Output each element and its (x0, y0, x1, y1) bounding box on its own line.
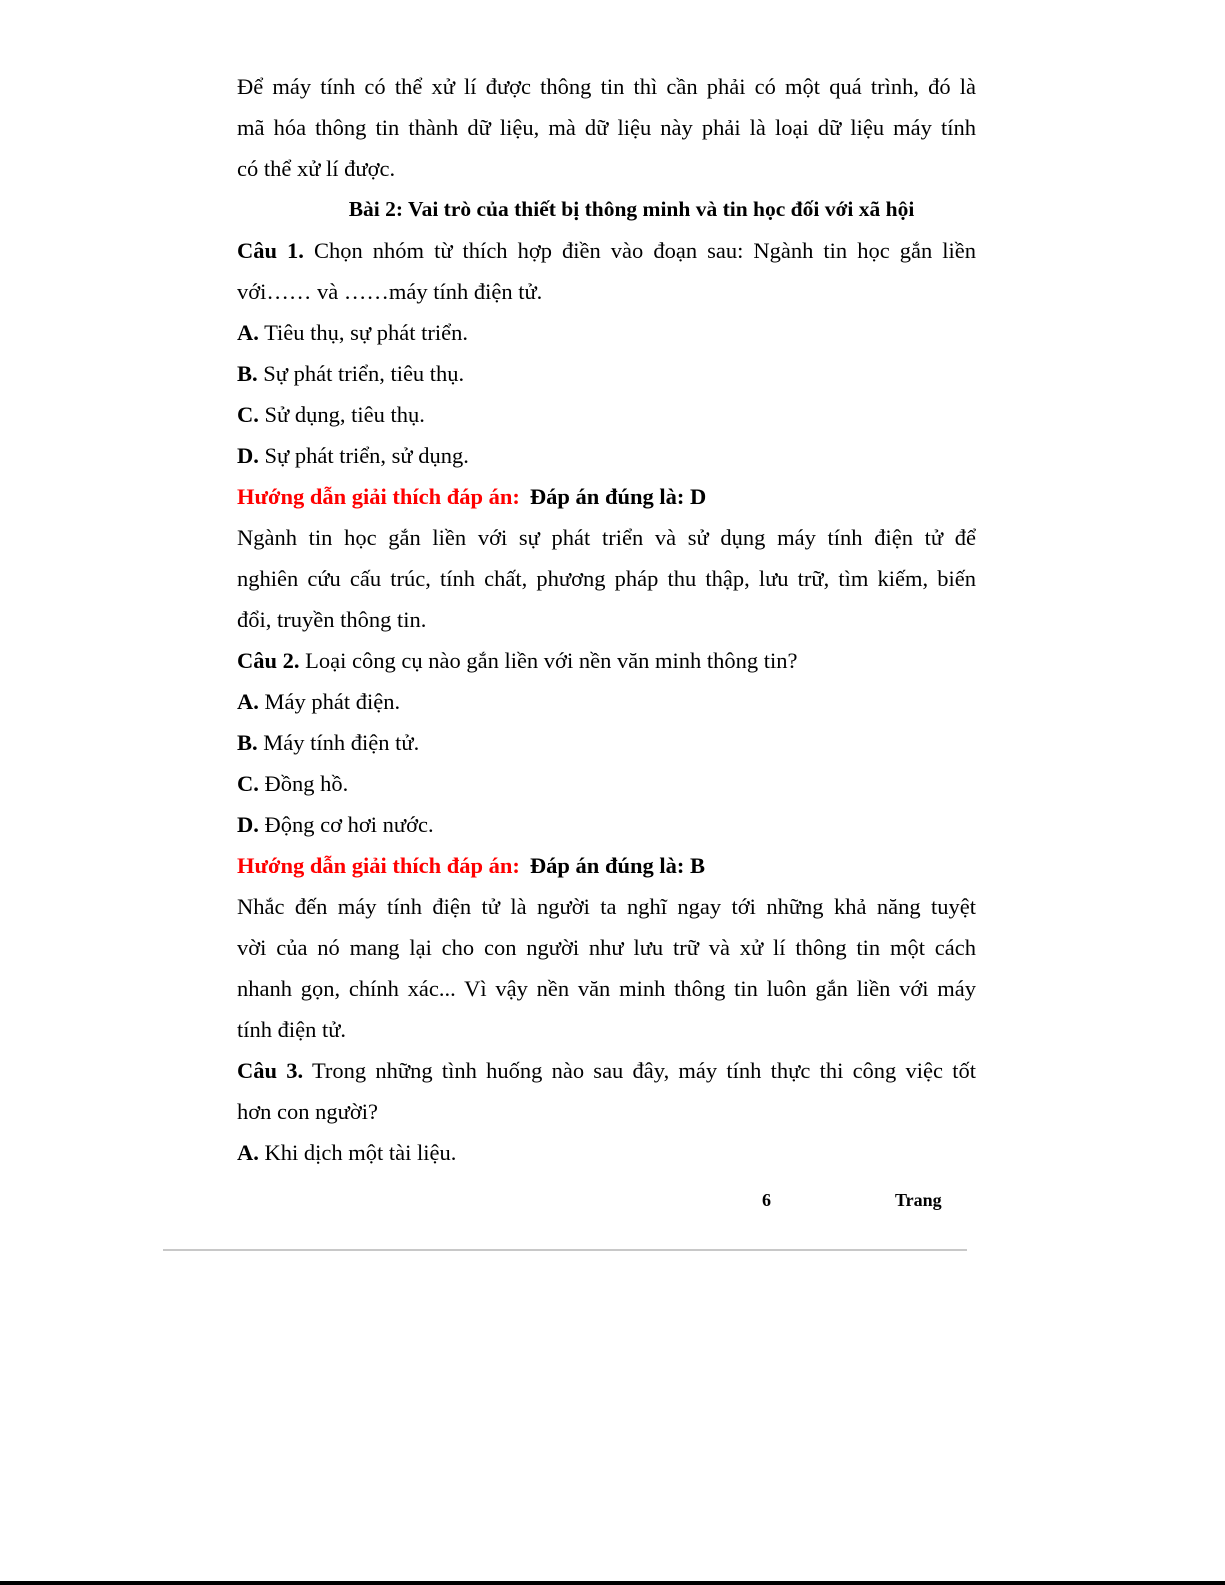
page-number: 6 (762, 1190, 771, 1210)
question-1-text-cont: với…… và ……máy tính điện tử. (237, 279, 543, 304)
option-text: Đồng hồ. (264, 771, 349, 796)
option-letter: C. (237, 771, 259, 796)
q2-option-c (237, 763, 976, 804)
question-2-label: Câu 2. (237, 648, 300, 673)
q1-explanation-line-1: Ngành tin học gắn liền với sự phát triển và sử dụng máy tính điện tử để (237, 525, 976, 550)
option-letter: D. (237, 443, 259, 468)
question-1 (237, 230, 976, 271)
option-letter: A. (237, 320, 259, 345)
option-text: Sử dụng, tiêu thụ. (264, 402, 425, 427)
q2-explanation-line-3: nhanh gọn, chính xác... Vì vậy nền văn minh thông tin luôn gắn liền với máy (237, 976, 976, 1001)
question-1-label: Câu 1. (237, 238, 304, 263)
question-3-text: Trong những tình huống nào sau đây, máy tính thực thi công việc tốt (311, 1058, 977, 1083)
question-2 (237, 640, 976, 681)
page-label: Trang (895, 1190, 942, 1210)
option-text: Máy tính điện tử. (263, 730, 420, 755)
intro-line-3: có thể xử lí được. (237, 156, 396, 181)
option-letter: B. (237, 730, 258, 755)
q1-explanation-line-2: nghiên cứu cấu trúc, tính chất, phương pháp thu thập, lưu trữ, tìm kiếm, biến (237, 566, 976, 591)
bottom-border (0, 1581, 1225, 1585)
correct-answer: Đáp án đúng là: B (529, 853, 705, 878)
q3-option-a (237, 1132, 976, 1173)
question-3 (237, 1050, 976, 1091)
q1-explanation-line-3: đổi, truyền thông tin. (237, 607, 427, 632)
option-letter: D. (237, 812, 259, 837)
question-2-text: Loại công cụ nào gắn liền với nền văn minh thông tin? (305, 648, 798, 673)
q2-option-a (237, 681, 976, 722)
page-content (237, 66, 976, 1173)
option-text: Tiêu thụ, sự phát triển. (264, 320, 468, 345)
q2-explanation-line-4: tính điện tử. (237, 1017, 347, 1042)
lesson-title: Bài 2: Vai trò của thiết bị thông minh và tin học đối với xã hội (348, 197, 915, 221)
question-3-label: Câu 3. (237, 1058, 304, 1083)
guide-label: Hướng dẫn giải thích đáp án: (237, 853, 520, 878)
q1-option-b (237, 353, 976, 394)
q1-option-d (237, 435, 976, 476)
q2-guide (237, 845, 976, 886)
option-text: Sự phát triển, tiêu thụ. (263, 361, 465, 386)
q1-option-a (237, 312, 976, 353)
footer-divider (163, 1249, 967, 1251)
option-letter: A. (237, 689, 259, 714)
q1-guide (237, 476, 976, 517)
option-letter: C. (237, 402, 259, 427)
guide-label: Hướng dẫn giải thích đáp án: (237, 484, 520, 509)
q2-option-b (237, 722, 976, 763)
q2-explanation-line-2: vời của nó mang lại cho con người như lưu trữ và xử lí thông tin một cách (237, 935, 976, 960)
q2-explanation-line-1: Nhắc đến máy tính điện tử là người ta nghĩ ngay tới những khả năng tuyệt (237, 894, 976, 919)
intro-line-1: Để máy tính có thể xử lí được thông tin thì cần phải có một quá trình, đó là (237, 74, 976, 99)
option-text: Động cơ hơi nước. (264, 812, 434, 837)
q2-option-d (237, 804, 976, 845)
option-text: Sự phát triển, sử dụng. (264, 443, 469, 468)
option-letter: B. (237, 361, 258, 386)
option-letter: A. (237, 1140, 259, 1165)
intro-line-2: mã hóa thông tin thành dữ liệu, mà dữ liệu này phải là loại dữ liệu máy tính (237, 115, 976, 140)
option-text: Máy phát điện. (264, 689, 401, 714)
q1-option-c (237, 394, 976, 435)
option-text: Khi dịch một tài liệu. (264, 1140, 457, 1165)
question-3-text-cont: hơn con người? (237, 1099, 378, 1124)
question-1-text: Chọn nhóm từ thích hợp điền vào đoạn sau: Ngành tin học gắn liền (313, 238, 977, 263)
correct-answer: Đáp án đúng là: D (529, 484, 707, 509)
